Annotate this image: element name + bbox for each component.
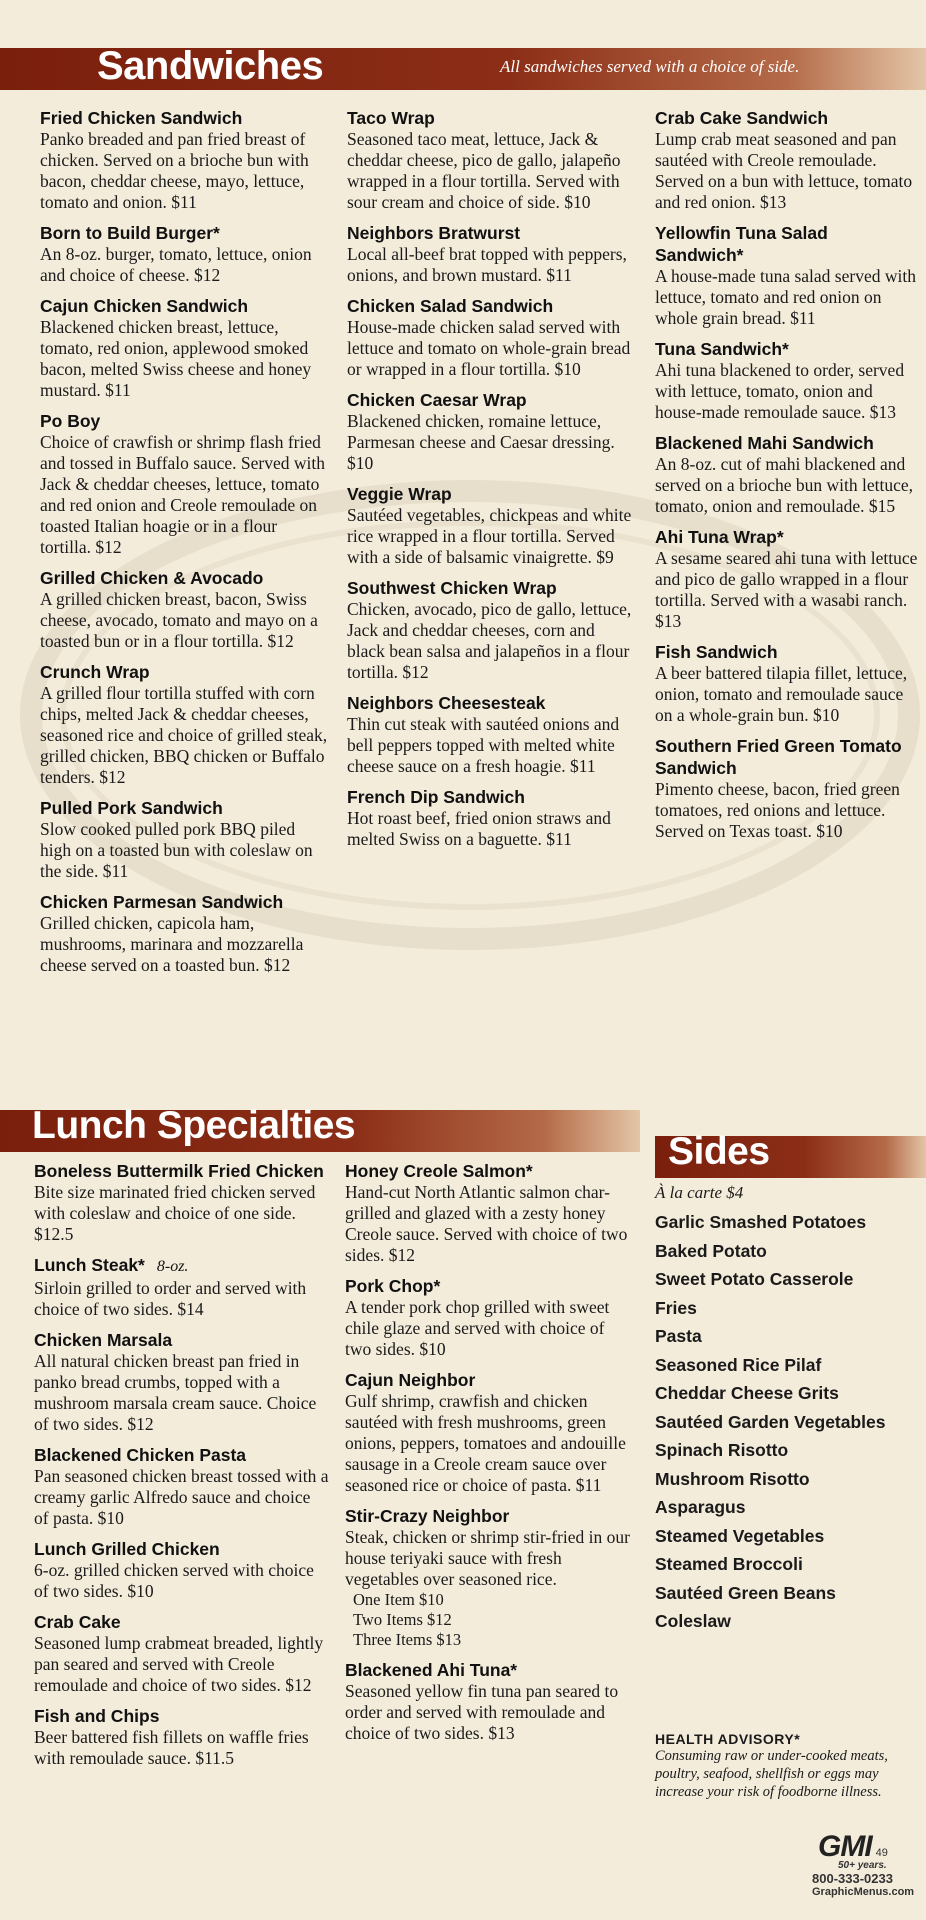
side-item: Coleslaw	[655, 1611, 731, 1631]
menu-item-name: Pork Chop*	[345, 1276, 441, 1296]
side-item: Mushroom Risotto	[655, 1468, 810, 1489]
menu-item-description: Gulf shrimp, crawfish and chicken sautéed with fresh mushrooms, green onions, peppers, tomatoes and andouille sausage in a Creole cream sauce over seasoned rice or choice of pasta. $11	[345, 1391, 626, 1495]
menu-item-option: One Item $10	[353, 1590, 444, 1609]
menu-item-description: Blackened chicken, romaine lettuce, Parmesan cheese and Caesar dressing. $10	[347, 411, 615, 473]
side-item: Sweet Potato Casserole	[655, 1269, 854, 1289]
menu-item-name: Chicken Marsala	[34, 1330, 173, 1350]
menu-item	[34, 1538, 329, 1602]
menu-item	[655, 432, 920, 517]
menu-item-description: Hand-cut North Atlantic salmon char-grilled and glazed with a zesty honey Creole sauce. Served with choice of two sides. $12	[345, 1182, 628, 1265]
menu-item-name: Crab Cake	[34, 1612, 121, 1632]
menu-item	[40, 107, 330, 213]
menu-item-description: Sautéed vegetables, chickpeas and white rice wrapped in a flour tortilla. Served with a side of balsamic vinaigrette. $9	[347, 505, 632, 567]
menu-item	[655, 107, 920, 213]
menu-item	[655, 526, 920, 632]
lunch-column-2	[345, 1160, 635, 1753]
menu-item-name: Neighbors Cheesesteak	[347, 693, 546, 713]
menu-item-name: Crunch Wrap	[40, 662, 150, 682]
menu-item-description: Panko breaded and pan fried breast of chicken. Served on a brioche bun with bacon, cheddar cheese, mayo, lettuce, tomato and onion. $11	[40, 129, 309, 212]
side-item: Cheddar Cheese Grits	[655, 1383, 839, 1403]
menu-item	[345, 1659, 635, 1744]
menu-item-name: Lunch Grilled Chicken	[34, 1539, 220, 1559]
side-item: Pasta	[655, 1326, 702, 1346]
menu-item	[34, 1254, 329, 1320]
menu-item-name: French Dip Sandwich	[347, 787, 525, 807]
menu-item	[40, 661, 330, 788]
menu-item-name: Honey Creole Salmon*	[345, 1161, 533, 1181]
menu-item	[347, 692, 637, 777]
gmi-logo	[812, 1830, 918, 1898]
menu-item-description: House-made chicken salad served with lettuce and tomato on whole-grain bread or wrapped in a flour tortilla. $10	[347, 317, 631, 379]
menu-item-name: Southwest Chicken Wrap	[347, 578, 557, 598]
menu-item-description: Lump crab meat seasoned and pan sautéed with Creole remoulade. Served on a bun with lettuce, tomato and red onion. $13	[655, 129, 913, 212]
menu-item-name: Cajun Neighbor	[345, 1370, 476, 1390]
menu-item-description: An 8-oz. burger, tomato, lettuce, onion and choice of cheese. $12	[40, 244, 312, 285]
sandwiches-column-3	[655, 107, 920, 851]
menu-item	[347, 222, 637, 286]
side-item: Steamed Broccoli	[655, 1554, 803, 1574]
menu-item-name: Fried Chicken Sandwich	[40, 108, 243, 128]
menu-item-note: 8-oz.	[156, 1258, 189, 1275]
menu-item-name: Fish and Chips	[34, 1706, 160, 1726]
menu-item	[34, 1329, 329, 1435]
menu-item-description: Seasoned taco meat, lettuce, Jack & cheddar cheese, pico de gallo, jalapeño wrapped in a flour tortilla. Served with sour cream and choice of side. $10	[347, 129, 621, 212]
side-item: Asparagus	[655, 1497, 746, 1517]
menu-item	[40, 222, 330, 286]
menu-item-description: All natural chicken breast pan fried in panko bread crumbs, topped with a mushroom marsala cream sauce. Choice of two sides. $12	[34, 1351, 317, 1434]
menu-item-description: A house-made tuna salad served with lettuce, tomato and red onion on whole grain bread. $11	[655, 266, 916, 328]
menu-item	[345, 1369, 635, 1496]
gmi-website: GraphicMenus.com	[812, 1886, 915, 1898]
menu-item-description: Blackened chicken breast, lettuce, tomato, red onion, applewood smoked bacon, melted Swiss cheese and honey mustard. $11	[40, 317, 312, 400]
menu-item	[40, 891, 330, 976]
side-item: Steamed Vegetables	[655, 1525, 825, 1546]
side-item: Garlic Smashed Potatoes	[655, 1212, 867, 1232]
side-item: Seasoned Rice Pilaf	[655, 1354, 822, 1375]
menu-item	[347, 577, 637, 683]
menu-item-description: Local all-beef brat topped with peppers, onions, and brown mustard. $11	[347, 244, 627, 285]
menu-item-description: Seasoned lump crabmeat breaded, lightly pan seared and served with Creole remoulade and choice of two sides. $12	[34, 1633, 324, 1695]
side-item: Sautéed Green Beans	[655, 1582, 836, 1603]
menu-item-description: A sesame seared ahi tuna with lettuce and pico de gallo wrapped in a flour tortilla. Served with a wasabi ranch. $13	[655, 548, 918, 631]
menu-item-name: Stir-Crazy Neighbor	[345, 1506, 510, 1526]
sides-list	[655, 1211, 920, 1632]
sides-column	[655, 1183, 920, 1639]
menu-item-name: Taco Wrap	[347, 108, 435, 128]
menu-item-description: Beer battered fish fillets on waffle fries with remoulade sauce. $11.5	[34, 1727, 309, 1768]
menu-item-name: Tuna Sandwich*	[655, 339, 789, 359]
gmi-logo-mark: GMI	[818, 1830, 872, 1863]
sandwiches-title: Sandwiches	[97, 44, 324, 88]
menu-item	[34, 1160, 329, 1245]
side-item: Baked Potato	[655, 1240, 767, 1261]
menu-item-name: Yellowfin Tuna Salad Sandwich*	[655, 223, 828, 265]
menu-item-name: Crab Cake Sandwich	[655, 108, 829, 128]
health-advisory-title: HEALTH ADVISORY*	[655, 1731, 801, 1747]
gmi-phone: 800-333-0233	[812, 1871, 893, 1886]
menu-item-description: Sirloin grilled to order and served with choice of two sides. $14	[34, 1278, 307, 1319]
menu-item-description: Chicken, avocado, pico de gallo, lettuce, Jack and cheddar cheeses, corn and black bean salsa and jalapeños in a flour tortilla. $12	[347, 599, 632, 682]
menu-item-name: Boneless Buttermilk Fried Chicken	[34, 1161, 324, 1181]
menu-item	[347, 295, 637, 380]
menu-item	[34, 1611, 329, 1696]
menu-item-name: Grilled Chicken & Avocado	[40, 568, 264, 588]
side-item: Sautéed Garden Vegetables	[655, 1411, 886, 1432]
menu-item-description: 6-oz. grilled chicken served with choice of two sides. $10	[34, 1560, 314, 1601]
menu-item	[655, 338, 920, 423]
gmi-years: 50+ years.	[838, 1860, 887, 1871]
health-advisory	[655, 1731, 900, 1801]
menu-item-description: Pimento cheese, bacon, fried green tomatoes, red onions and lettuce. Served on Texas toast. $10	[655, 779, 900, 841]
menu-item-description: An 8-oz. cut of mahi blackened and served on a brioche bun with lettuce, tomato, onion and remoulade. $15	[655, 454, 914, 516]
menu-item-description: A tender pork chop grilled with sweet chile glaze and served with choice of two sides. $10	[345, 1297, 610, 1359]
menu-item	[40, 410, 330, 558]
menu-item-description: A grilled chicken breast, bacon, Swiss cheese, avocado, tomato and mayo on a toasted bun or in a flour tortilla. $12	[40, 589, 318, 651]
menu-item	[345, 1505, 635, 1650]
menu-item	[40, 797, 330, 882]
menu-item	[347, 483, 637, 568]
menu-item-name: Pulled Pork Sandwich	[40, 798, 223, 818]
menu-item-name: Veggie Wrap	[347, 484, 452, 504]
menu-item	[34, 1444, 329, 1529]
menu-item-description: Slow cooked pulled pork BBQ piled high on a toasted bun with coleslaw on the side. $11	[40, 819, 313, 881]
sides-price-note: À la carte $4	[655, 1183, 744, 1202]
sandwiches-tagline: All sandwiches served with a choice of side.	[500, 57, 800, 76]
menu-item	[347, 786, 637, 850]
sandwiches-column-2	[347, 107, 637, 859]
menu-item-name: Blackened Chicken Pasta	[34, 1445, 247, 1465]
menu-item-name: Neighbors Bratwurst	[347, 223, 521, 243]
menu-item	[655, 735, 920, 842]
sides-title: Sides	[668, 1130, 770, 1173]
sandwiches-column-1	[40, 107, 330, 985]
menu-item-description: Ahi tuna blackened to order, served with lettuce, tomato, onion and house-made remoulade sauce. $13	[655, 360, 905, 422]
menu-item-description: Bite size marinated fried chicken served with coleslaw and choice of one side. $12.5	[34, 1182, 316, 1244]
menu-item-description: Thin cut steak with sautéed onions and bell peppers topped with melted white cheese sauce on a fresh hoagie. $11	[347, 714, 620, 776]
menu-item-name: Fish Sandwich	[655, 642, 778, 662]
menu-item-name: Lunch Steak* 8-oz.	[34, 1255, 189, 1275]
menu-item-option: Two Items $12	[353, 1610, 452, 1629]
menu-item-name: Southern Fried Green Tomato Sandwich	[655, 736, 902, 778]
menu-item-name: Chicken Caesar Wrap	[347, 390, 527, 410]
menu-item	[40, 567, 330, 652]
menu-item-name: Cajun Chicken Sandwich	[40, 296, 249, 316]
menu-item-name: Chicken Parmesan Sandwich	[40, 892, 284, 912]
menu-item-name: Po Boy	[40, 411, 101, 431]
menu-item-description: Choice of crawfish or shrimp flash fried and tossed in Buffalo sauce. Served with Jack & cheddar cheeses, lettuce, tomato and red onion and Creole remoulade on toasted Italian hoagie or in a flour tortilla. $12	[40, 432, 325, 557]
menu-item-name: Chicken Salad Sandwich	[347, 296, 554, 316]
menu-item	[347, 389, 637, 474]
side-item: Fries	[655, 1297, 697, 1318]
menu-item-description: Steak, chicken or shrimp stir-fried in our house teriyaki sauce with fresh vegetables over seasoned rice.	[345, 1527, 630, 1589]
menu-item-description: Hot roast beef, fried onion straws and melted Swiss on a baguette. $11	[347, 808, 611, 849]
menu-item-option: Three Items $13	[353, 1630, 462, 1649]
page-number: 49	[875, 1847, 888, 1859]
menu-item-name: Ahi Tuna Wrap*	[655, 527, 784, 547]
menu-item-description: A grilled flour tortilla stuffed with corn chips, melted Jack & cheddar cheeses, seasoned rice and choice of grilled steak, grilled chicken, BBQ chicken or Buffalo tenders. $12	[40, 683, 328, 787]
menu-item	[655, 222, 920, 329]
menu-item-name: Born to Build Burger*	[40, 223, 220, 243]
menu-item	[34, 1705, 329, 1769]
side-item: Spinach Risotto	[655, 1440, 789, 1460]
menu-item	[345, 1160, 635, 1266]
menu-item	[40, 295, 330, 401]
lunch-column-1	[34, 1160, 329, 1778]
menu-item-description: Grilled chicken, capicola ham, mushrooms, marinara and mozzarella cheese served on a toasted bun. $12	[40, 913, 304, 975]
menu-item-name: Blackened Mahi Sandwich	[655, 433, 874, 453]
menu-item-name: Blackened Ahi Tuna*	[345, 1660, 518, 1680]
menu-item-description: A beer battered tilapia fillet, lettuce, onion, tomato and remoulade sauce on a whole-grain bun. $10	[655, 663, 908, 725]
menu-item	[345, 1275, 635, 1360]
menu-item-description: Pan seasoned chicken breast tossed with a creamy garlic Alfredo sauce and choice of pasta. $10	[34, 1466, 329, 1528]
health-advisory-text: Consuming raw or under-cooked meats, poultry, seafood, shellfish or eggs may increase your risk of foodborne illness.	[655, 1748, 888, 1800]
menu-item	[347, 107, 637, 213]
menu-item-description: Seasoned yellow fin tuna pan seared to order and served with remoulade and choice of two sides. $13	[345, 1681, 619, 1743]
lunch-title: Lunch Specialties	[32, 1104, 356, 1147]
menu-item	[655, 641, 920, 726]
